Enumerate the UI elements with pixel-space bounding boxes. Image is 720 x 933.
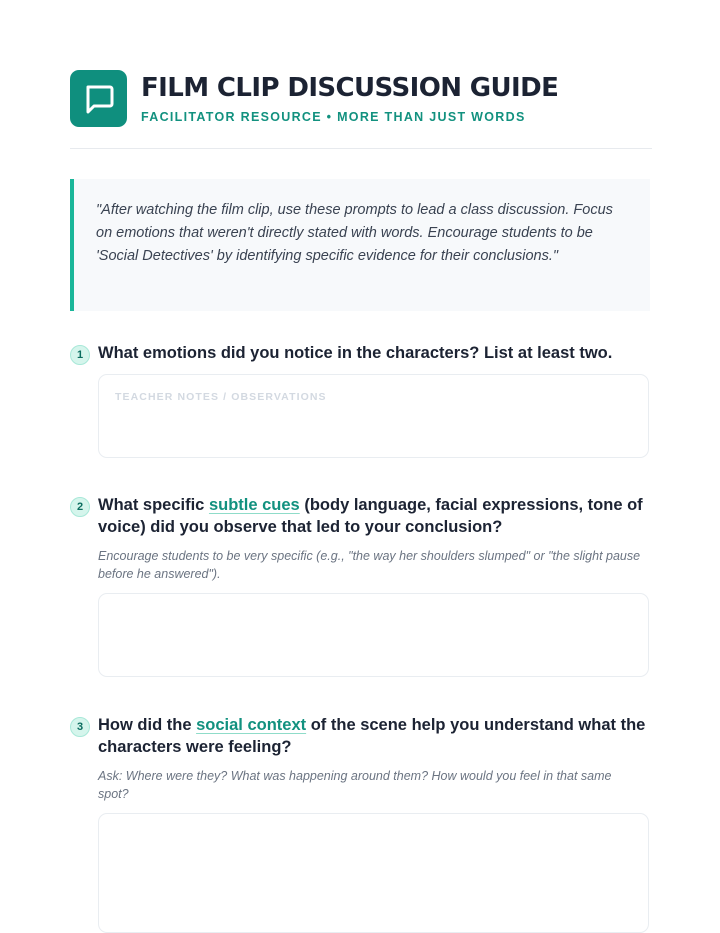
question-number-badge: 3	[70, 717, 90, 737]
question-number-badge: 1	[70, 345, 90, 365]
question-number-badge: 2	[70, 497, 90, 517]
intro-quote-box	[70, 179, 650, 311]
question-text-end: of the scene help you understand what the characters were feeling?	[98, 716, 646, 756]
answer-placeholder: TEACHER NOTES / OBSERVATIONS	[115, 391, 327, 403]
header-divider	[70, 148, 652, 149]
intro-quote: "After watching the film clip, use these prompts to lead a class discussion. Focus on emotions that weren't directly stated with words. Encourage students to be 'Social Detectives' by identifying specific evidence for their conclusions."	[96, 202, 613, 264]
question-text-end: (body language, facial expressions, tone of voice) did you observe that led to your conclusion?	[98, 496, 643, 536]
question-text	[98, 714, 648, 758]
header	[70, 70, 652, 150]
chat-bubble-icon	[70, 70, 127, 127]
page-title: FILM CLIP DISCUSSION GUIDE	[141, 73, 559, 103]
page-subtitle: FACILITATOR RESOURCE • MORE THAN JUST WORDS	[141, 110, 526, 124]
facilitator-hint: Encourage students to be very specific (e.g., "the way her shoulders slumped" or "the slight pause before he answered").	[98, 549, 641, 581]
question-text: What emotions did you notice in the characters? List at least two.	[98, 344, 613, 362]
question-text-start: How did the	[98, 716, 197, 734]
highlight-term: social context	[196, 716, 307, 734]
answer-box[interactable]	[98, 813, 649, 933]
question-text-start: What specific	[98, 496, 209, 514]
question-text	[98, 494, 648, 538]
highlight-term: subtle cues	[208, 496, 300, 514]
facilitator-hint: Ask: Where were they? What was happening around them? How would you feel in that same spot?	[98, 769, 612, 801]
answer-box[interactable]	[98, 374, 649, 458]
answer-box[interactable]	[98, 593, 649, 677]
